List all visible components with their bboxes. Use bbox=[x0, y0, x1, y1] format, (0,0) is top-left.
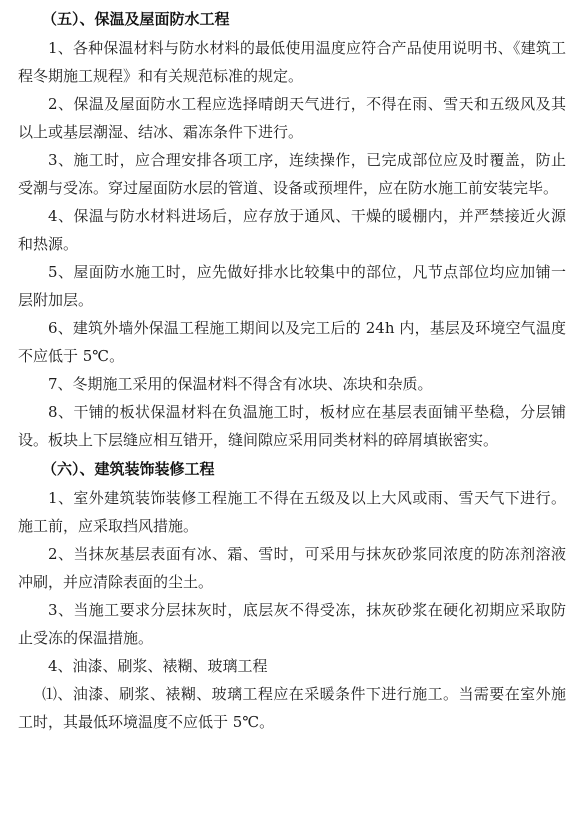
paragraph-5-3: 3、施工时，应合理安排各项工序，连续操作，已完成部位应及时覆盖，防止受潮与受冻。穿过屋面防水层的管道、设备或预埋件，应在防水施工前安装完毕。 bbox=[18, 151, 566, 197]
paragraph-6-4-1: ⑴、油漆、刷浆、裱糊、玻璃工程应在采暖条件下进行施工。当需要在室外施工时，其最低环境温度不应低于 5℃。 bbox=[18, 685, 566, 731]
paragraph-6-3: 3、当施工要求分层抹灰时，底层灰不得受冻，抹灰砂浆在硬化初期应采取防止受冻的保温措施。 bbox=[18, 601, 566, 647]
paragraph-5-6: 6、建筑外墙外保温工程施工期间以及完工后的 24h 内，基层及环境空气温度不应低于 5℃。 bbox=[18, 319, 566, 365]
paragraph-5-7: 7、冬期施工采用的保温材料不得含有冰块、冻块和杂质。 bbox=[48, 375, 433, 393]
paragraph-5-2: 2、保温及屋面防水工程应选择晴朗天气进行，不得在雨、雪天和五级风及其以上或基层潮湿、结冰、霜冻条件下进行。 bbox=[18, 95, 566, 141]
paragraph-6-1: 1、室外建筑装饰装修工程施工不得在五级及以上大风或雨、雪天气下进行。施工前，应采取挡风措施。 bbox=[18, 489, 566, 535]
paragraph-5-5: 5、屋面防水施工时，应先做好排水比较集中的部位，凡节点部位均应加铺一层附加层。 bbox=[18, 263, 566, 309]
document-page bbox=[18, 4, 566, 736]
paragraph-5-4: 4、保温与防水材料进场后，应存放于通风、干燥的暖棚内，并严禁接近火源和热源。 bbox=[18, 207, 566, 253]
section-heading-insulation-roof-waterproofing: （五）、保温及屋面防水工程 bbox=[42, 10, 230, 28]
section-heading-decoration-works: （六）、建筑装饰装修工程 bbox=[42, 460, 215, 478]
paragraph-6-2: 2、当抹灰基层表面有冰、霜、雪时，可采用与抹灰砂浆同浓度的防冻剂溶液冲刷，并应清除表面的尘土。 bbox=[18, 545, 566, 591]
paragraph-6-4: 4、油漆、刷浆、裱糊、玻璃工程 bbox=[48, 657, 268, 675]
paragraph-5-1: 1、各种保温材料与防水材料的最低使用温度应符合产品使用说明书、《建筑工程冬期施工规程》和有关规范标准的规定。 bbox=[18, 39, 566, 85]
paragraph-5-8: 8、干铺的板状保温材料在负温施工时，板材应在基层表面铺平垫稳，分层铺设。板块上下层缝应相互错开，缝间隙应采用同类材料的碎屑填嵌密实。 bbox=[18, 403, 566, 449]
